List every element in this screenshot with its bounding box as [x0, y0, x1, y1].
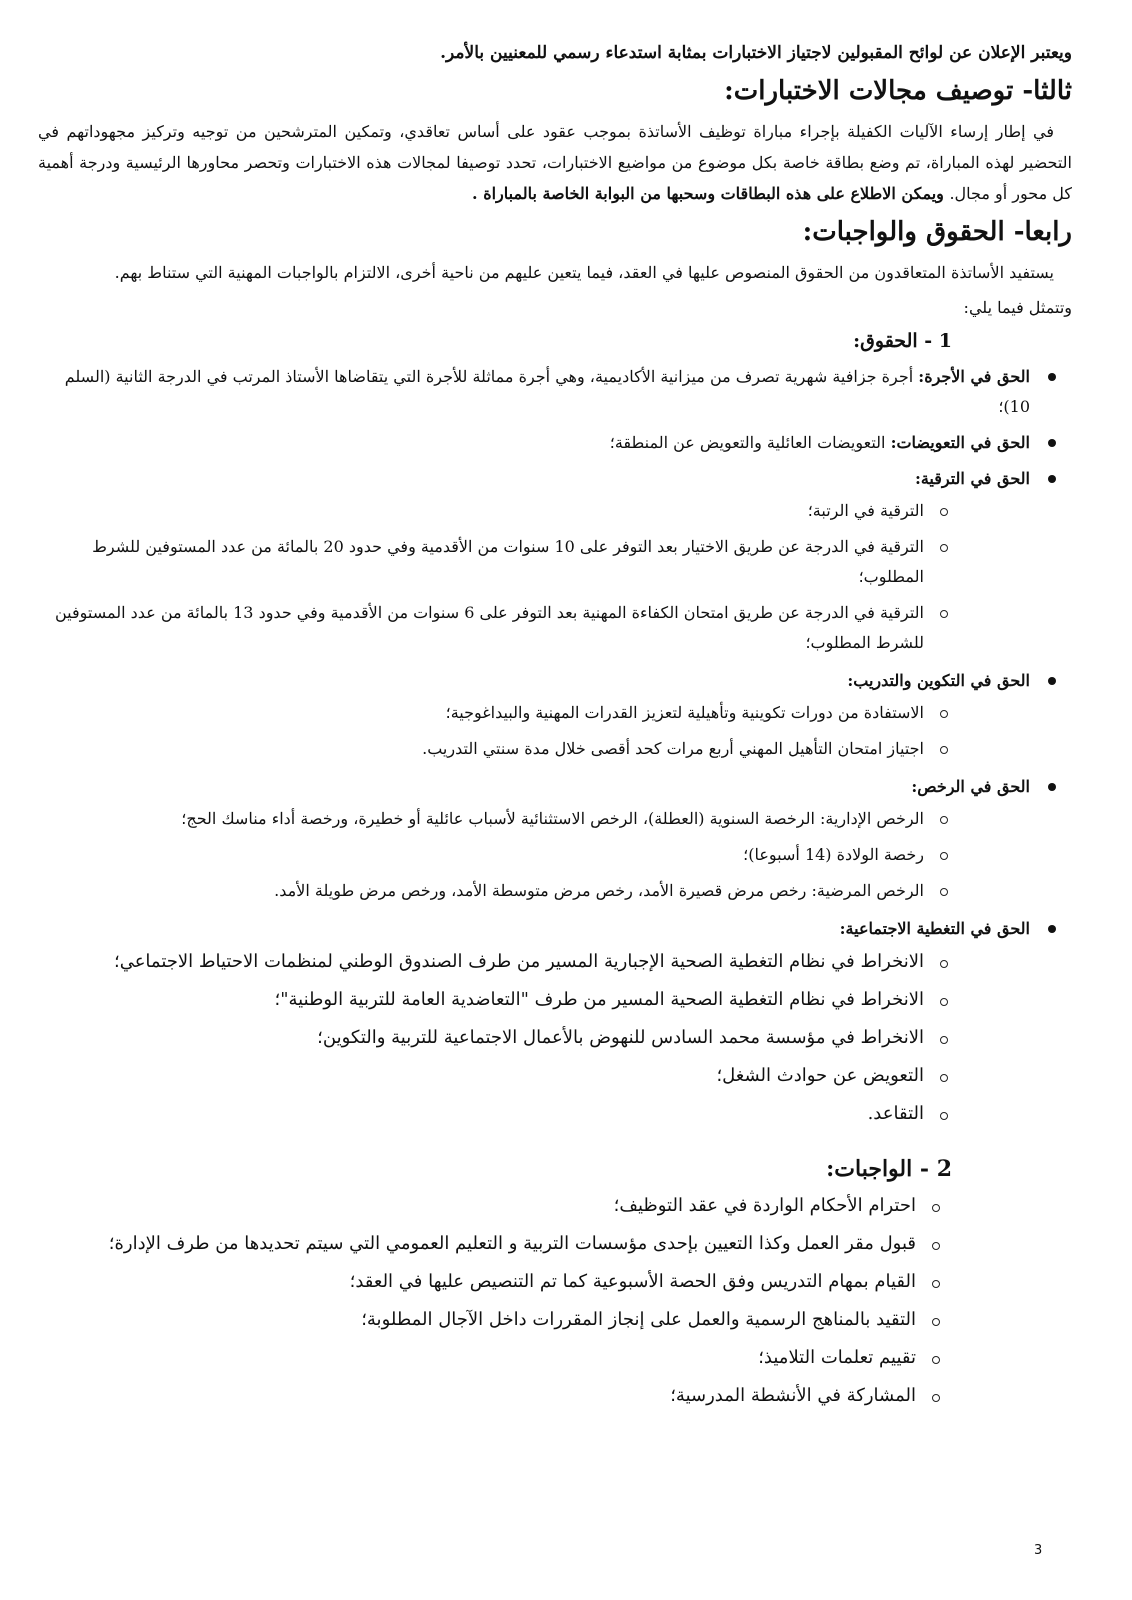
- list-item: [38, 1342, 942, 1374]
- list-item-text: الترقية في الرتبة؛: [807, 501, 924, 520]
- circle-bullet-icon: [932, 1280, 940, 1288]
- list-item-text: التقيد بالمناهج الرسمية والعمل على إنجاز المقررات داخل الآجال المطلوبة؛: [361, 1309, 916, 1330]
- circle-bullet-icon: [932, 1318, 940, 1326]
- bullet-icon: [1048, 439, 1056, 447]
- list-item-text: المشاركة في الأنشطة المدرسية؛: [670, 1385, 916, 1406]
- circle-bullet-icon: [940, 710, 948, 718]
- list-item: [38, 598, 950, 658]
- circle-bullet-icon: [932, 1242, 940, 1250]
- list-item: [38, 876, 950, 906]
- list-item: [38, 532, 950, 592]
- list-item: [38, 1060, 950, 1092]
- promotion-list: [38, 496, 1030, 658]
- list-item: [38, 984, 950, 1016]
- rights-title: 1 - الحقوق:: [853, 330, 952, 352]
- circle-bullet-icon: [940, 746, 948, 754]
- list-item: [38, 1190, 942, 1222]
- duties-list: [38, 1190, 1072, 1412]
- right-promotion-label: الحق في الترقية:: [914, 469, 1030, 488]
- list-item-text: الانخراط في نظام التغطية الصحية الإجبارية المسير من طرف الصندوق الوطني لمنظمات الاحتياط الاجتماعي؛: [113, 951, 924, 972]
- section4-line2: وتتمثل فيما يلي:: [963, 298, 1072, 317]
- right-social-label: الحق في التغطية الاجتماعية:: [839, 919, 1030, 938]
- right-leave: [38, 772, 1056, 906]
- right-training-label: الحق في التكوين والتدريب:: [847, 671, 1030, 690]
- circle-bullet-icon: [940, 610, 948, 618]
- list-item: [38, 1022, 950, 1054]
- list-item-text: احترام الأحكام الواردة في عقد التوظيف؛: [613, 1195, 916, 1216]
- circle-bullet-icon: [940, 544, 948, 552]
- circle-bullet-icon: [932, 1356, 940, 1364]
- list-item: [38, 734, 950, 764]
- bullet-icon: [1048, 783, 1056, 791]
- document-page: [38, 40, 1072, 1420]
- circle-bullet-icon: [940, 1074, 948, 1082]
- section3-paragraph: [38, 116, 1072, 209]
- right-compensation-label: الحق في التعويضات:: [890, 433, 1030, 452]
- intro-statement: ويعتبر الإعلان عن لوائح المقبولين لاجتياز الاختبارات بمثابة استدعاء رسمي للمعنيين بالأمر.: [440, 43, 1072, 63]
- circle-bullet-icon: [940, 888, 948, 896]
- bullet-icon: [1048, 925, 1056, 933]
- list-item-text: الترقية في الدرجة عن طريق الاختيار بعد التوفر على 10 سنوات من الأقدمية وفي حدود 20 بالمائة من عدد المستوفين للشرط المطلوب؛: [92, 537, 924, 586]
- list-item-text: الرخص الإدارية: الرخصة السنوية (العطلة)، الرخص الاستثنائية لأسباب عائلية أو خطيرة، ورخصة أداء مناسك الحج؛: [181, 809, 924, 828]
- social-list: [38, 946, 1030, 1130]
- list-item-text: الترقية في الدرجة عن طريق امتحان الكفاءة المهنية بعد التوفر على 6 سنوات من الأقدمية وفي حدود 13 بالمائة من عدد المستوفين للشرط المطلوب؛: [55, 603, 924, 652]
- list-item: [38, 804, 950, 834]
- bullet-icon: [1048, 475, 1056, 483]
- page-number: 3: [1034, 1543, 1043, 1558]
- circle-bullet-icon: [932, 1394, 940, 1402]
- list-item-text: قبول مقر العمل وكذا التعيين بإحدى مؤسسات التربية و التعليم العمومي التي سيتم تحديدها من طرف الإدارة؛: [108, 1233, 916, 1254]
- circle-bullet-icon: [940, 1036, 948, 1044]
- list-item-text: الرخص المرضية: رخص مرض قصيرة الأمد، رخص مرض متوسطة الأمد، ورخص مرض طويلة الأمد.: [274, 881, 924, 900]
- list-item-text: التقاعد.: [867, 1103, 924, 1124]
- right-promotion: [38, 464, 1056, 658]
- circle-bullet-icon: [932, 1204, 940, 1212]
- list-item: [38, 1266, 942, 1298]
- section3-paragraph-bold: ويمكن الاطلاع على هذه البطاقات وسحبها من البوابة الخاصة بالمباراة .: [472, 184, 950, 203]
- list-item-text: رخصة الولادة (14 أسبوعا)؛: [743, 845, 924, 864]
- list-item: [38, 1228, 942, 1260]
- list-item-text: التعويض عن حوادث الشغل؛: [716, 1065, 924, 1086]
- right-wage-label: الحق في الأجرة:: [918, 367, 1030, 386]
- list-item-text: الانخراط في مؤسسة محمد السادس للنهوض بالأعمال الاجتماعية للتربية والتكوين؛: [317, 1027, 924, 1048]
- right-social: [38, 914, 1056, 1130]
- leave-list: [38, 804, 1030, 906]
- section3-paragraph-text: في إطار إرساء الآليات الكفيلة بإجراء مباراة توظيف الأساتذة بموجب عقود على أساس تعاقدي، وتمكين المترشحين من توجيه وتركيز مجهوداتهم في التحضير لهذه المباراة، تم وضع بطاقة خاصة بكل موضوع من مواضيع الاختبارات، تحدد توصيفا لمجالات هذه الاختبارات وتحصر محاورها الرئيسية ودرجة أهمية كل محور أو مجال.: [38, 122, 1072, 203]
- circle-bullet-icon: [940, 1112, 948, 1120]
- list-item-text: اجتياز امتحان التأهيل المهني أربع مرات كحد أقصى خلال مدة سنتي التدريب.: [422, 739, 924, 758]
- training-list: [38, 698, 1030, 764]
- bullet-icon: [1048, 677, 1056, 685]
- right-leave-label: الحق في الرخص:: [911, 777, 1030, 796]
- bullet-icon: [1048, 373, 1056, 381]
- right-compensation-text: التعويضات العائلية والتعويض عن المنطقة؛: [609, 433, 891, 452]
- list-item-text: الاستفادة من دورات تكوينية وتأهيلية لتعزيز القدرات المهنية والبيداغوجية؛: [445, 703, 924, 722]
- list-item: [38, 1304, 942, 1336]
- section3-title: ثالثا- توصيف مجالات الاختبارات:: [724, 76, 1072, 106]
- right-wage: [38, 362, 1056, 422]
- list-item-text: الانخراط في نظام التغطية الصحية المسير من طرف "التعاضدية العامة للتربية الوطنية"؛: [274, 989, 924, 1010]
- circle-bullet-icon: [940, 816, 948, 824]
- list-item-text: تقييم تعلمات التلاميذ؛: [758, 1347, 916, 1368]
- section4-paragraph: يستفيد الأساتذة المتعاقدون من الحقوق المنصوص عليها في العقد، فيما يتعين عليهم من ناحية أخرى، الالتزام بالواجبات المهنية التي ستناط بهم.: [114, 263, 1054, 282]
- section4-title: رابعا- الحقوق والواجبات:: [802, 217, 1072, 247]
- list-item: [38, 698, 950, 728]
- right-compensation: [38, 428, 1056, 458]
- circle-bullet-icon: [940, 998, 948, 1006]
- right-training: [38, 666, 1056, 764]
- list-item: [38, 1380, 942, 1412]
- duties-title: 2 - الواجبات:: [826, 1156, 952, 1182]
- circle-bullet-icon: [940, 852, 948, 860]
- right-wage-text: أجرة جزافية شهرية تصرف من ميزانية الأكاديمية، وهي أجرة مماثلة للأجرة التي يتقاضاها الأستاذ المرتب في الدرجة الثانية (السلم 10)؛: [64, 367, 1030, 416]
- circle-bullet-icon: [940, 960, 948, 968]
- rights-list: [38, 362, 1072, 1130]
- list-item: [38, 1098, 950, 1130]
- list-item-text: القيام بمهام التدريس وفق الحصة الأسبوعية كما تم التنصيص عليها في العقد؛: [349, 1271, 916, 1292]
- list-item: [38, 946, 950, 978]
- list-item: [38, 496, 950, 526]
- circle-bullet-icon: [940, 508, 948, 516]
- list-item: [38, 840, 950, 870]
